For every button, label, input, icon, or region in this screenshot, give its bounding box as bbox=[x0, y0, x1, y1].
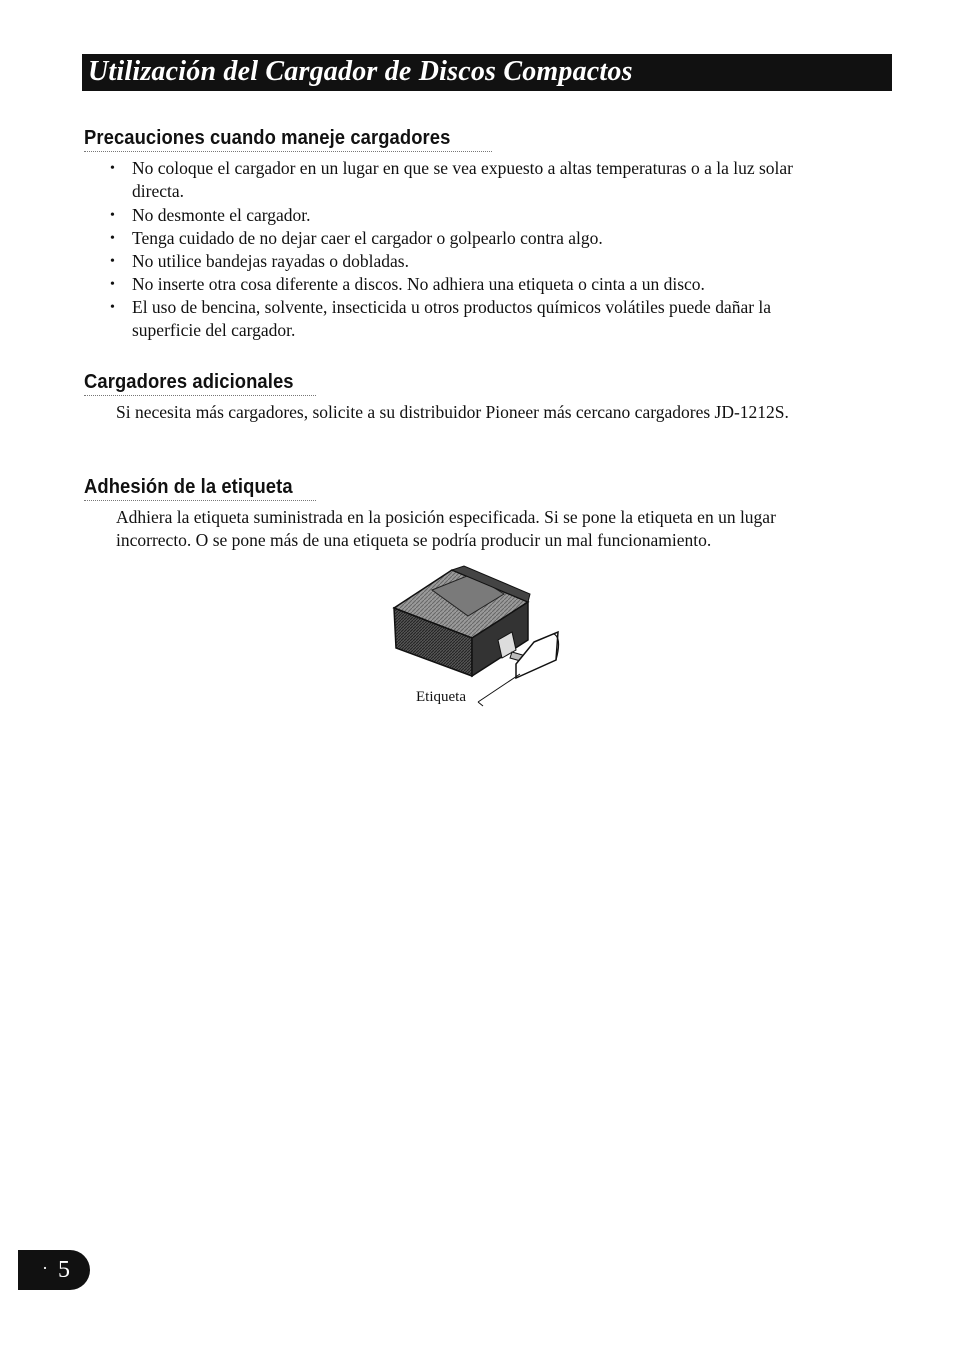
page-number-tab bbox=[18, 1250, 90, 1290]
bullet-icon: • bbox=[110, 231, 115, 246]
list-item: • El uso de bencina, solvente, insecticida u otros productos químicos volátiles puede dañar la superficie del cargador. bbox=[110, 297, 772, 340]
list-item: • No coloque el cargador en un lugar en que se vea expuesto a altas temperaturas o a la luz solar directa. bbox=[110, 158, 794, 201]
section-heading-adhesion: Adhesión de la etiqueta bbox=[84, 476, 293, 498]
cartridge-drawing bbox=[380, 560, 580, 720]
page-dot: · bbox=[42, 1258, 48, 1278]
list-item: • Tenga cuidado de no dejar caer el cargador o golpearlo contra algo. bbox=[110, 228, 603, 248]
paragraph: Si necesita más cargadores, solicite a su distribuidor Pioneer más cercano cargadores JD-1212S. bbox=[116, 402, 789, 422]
bullet-icon: • bbox=[110, 208, 115, 223]
bullet-icon: • bbox=[110, 300, 115, 315]
bullet-icon: • bbox=[110, 161, 115, 176]
title-bar bbox=[82, 54, 892, 91]
cartridge-illustration bbox=[380, 560, 580, 720]
list-item: • No inserte otra cosa diferente a discos. No adhiera una etiqueta o cinta a un disco. bbox=[110, 274, 705, 294]
figure-caption: Etiqueta bbox=[416, 689, 466, 705]
list-item: • No utilice bandejas rayadas o dobladas. bbox=[110, 251, 409, 271]
section-heading-precauciones: Precauciones cuando maneje cargadores bbox=[84, 127, 451, 149]
list-item: • No desmonte el cargador. bbox=[110, 205, 311, 225]
paragraph: Adhiera la etiqueta suministrada en la posición especificada. Si se pone la etiqueta en un lugar incorrecto. O se pone más de una etiqueta se podría producir un mal funcionamiento. bbox=[116, 507, 776, 550]
heading-underline bbox=[84, 151, 492, 152]
section-heading-cargadores-adicionales: Cargadores adicionales bbox=[84, 371, 294, 393]
heading-underline bbox=[84, 500, 316, 501]
page-title: Utilización del Cargador de Discos Compactos bbox=[88, 56, 633, 87]
page-number: 5 bbox=[58, 1257, 70, 1283]
heading-underline bbox=[84, 395, 316, 396]
bullet-icon: • bbox=[110, 254, 115, 269]
bullet-icon: • bbox=[110, 277, 115, 292]
